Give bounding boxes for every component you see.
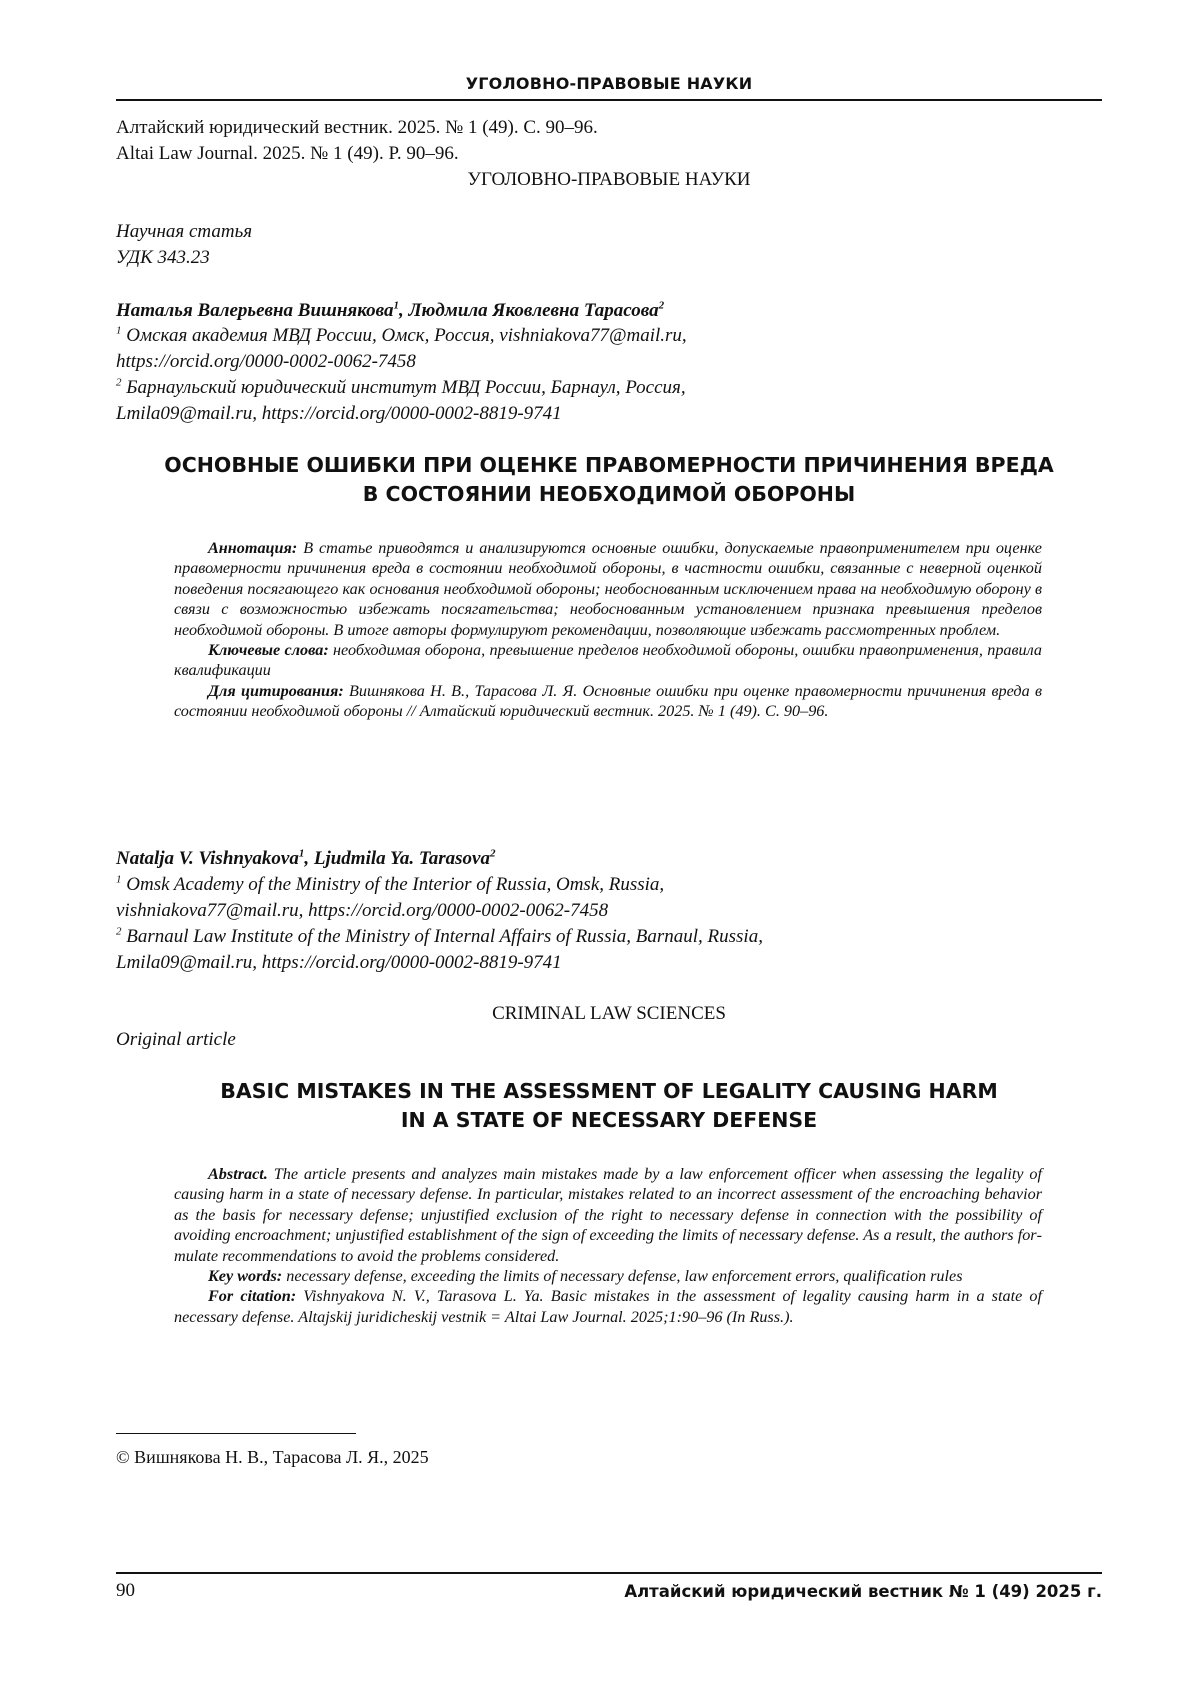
citation-label: Для цитирования: xyxy=(208,682,344,700)
abstract-paragraph xyxy=(174,1164,1042,1266)
running-head: УГОЛОВНО-ПРАВОВЫЕ НАУКИ xyxy=(116,74,1102,93)
author-name: Наталья Валерьевна Вишнякова xyxy=(116,300,393,321)
title-line: IN A STATE OF NECESSARY DEFENSE xyxy=(116,1106,1102,1135)
title-line: BASIC MISTAKES IN THE ASSESSMENT OF LEGALITY CAUSING HARM xyxy=(116,1077,1102,1106)
keywords-paragraph xyxy=(174,640,1042,681)
affiliation-en-1 xyxy=(116,873,664,897)
title-line: В СОСТОЯНИИ НЕОБХОДИМОЙ ОБОРОНЫ xyxy=(116,480,1102,509)
abstract-label: Аннотация: xyxy=(208,539,297,557)
abstract-text: В статье приводятся и анализируются основные ошибки, допускаемые право­применителем при оценке правомерности причинения вреда в состоянии необходимой обороны, в частности ошибки, связанные с неверной оценкой поведения посягающего как основания необ­ходимой обороны; необоснованным исключением права на необходимую оборону в связи с воз­можностью избежать посягательства; необоснованным установлением признака превышения пределов необходимой обороны. В итоге авторы формулируют рекомендации, позволяющие из­бежать рассмотренных проблем. xyxy=(174,539,1042,639)
keywords-text: необходимая оборона, превышение пределов необходимой обороны, ошибки правоприменения, правила квалификации xyxy=(174,641,1042,679)
author-name: Ljudmila Ya. Tarasova xyxy=(314,848,490,869)
affiliation-en-2-contact: Lmila09@mail.ru, https://orcid.org/0000-0002-8819-9741 xyxy=(116,951,562,975)
footer-journal: Алтайский юридический вестник № 1 (49) 2025 г. xyxy=(602,1582,1102,1601)
citation-label: For citation: xyxy=(208,1287,296,1305)
affiliation-ru-1 xyxy=(116,324,687,348)
affiliation-mark: 1 xyxy=(299,848,305,860)
page-number: 90 xyxy=(116,1580,135,1602)
section-en: CRIMINAL LAW SCIENCES xyxy=(116,1002,1102,1026)
authors-en xyxy=(116,847,495,871)
citation-paragraph xyxy=(174,681,1042,722)
affiliation-ru-2 xyxy=(116,376,686,400)
authors-ru xyxy=(116,299,664,323)
citation-paragraph xyxy=(174,1286,1042,1327)
affiliation-ru-1-orcid: https://orcid.org/0000-0002-0062-7458 xyxy=(116,350,416,374)
affiliation-mark: 2 xyxy=(116,377,122,389)
author-separator: , xyxy=(399,300,409,321)
affiliation-mark: 2 xyxy=(116,926,122,938)
author-name: Людмила Яковлевна Тарасова xyxy=(408,300,658,321)
affiliation-text: Омская академия МВД России, Омск, Россия, vishniakova77@mail.ru, xyxy=(126,325,686,346)
title-line: ОСНОВНЫЕ ОШИБКИ ПРИ ОЦЕНКЕ ПРАВОМЕРНОСТИ ПРИЧИНЕНИЯ ВРЕДА xyxy=(116,451,1102,480)
abstract-ru xyxy=(174,538,1042,722)
article-title-en xyxy=(116,1077,1102,1135)
article-title-ru xyxy=(116,451,1102,509)
author-separator: , xyxy=(304,848,314,869)
keywords-paragraph xyxy=(174,1266,1042,1286)
abstract-label: Abstract. xyxy=(208,1165,268,1183)
citation-text: Vishnyakova N. V., Tarasova L. Ya. Basic mistakes in the assessment of legality causing harm in a state of necessary defense. Altajskij juridicheskij vestnik = Altai Law Journal. 2025;1:90–96 (In Russ.). xyxy=(174,1287,1042,1325)
footnote-rule xyxy=(116,1433,356,1434)
author-name: Natalja V. Vishnyakova xyxy=(116,848,299,869)
affiliation-mark: 1 xyxy=(393,300,399,312)
affiliation-mark: 1 xyxy=(116,325,122,337)
keywords-label: Ключевые слова: xyxy=(208,641,329,659)
citation-en: Altai Law Journal. 2025. № 1 (49). P. 90–96. xyxy=(116,142,459,166)
keywords-label: Key words: xyxy=(208,1267,282,1285)
keywords-text: necessary defense, exceeding the limits of necessary defense, law enforcement errors, qualification rules xyxy=(282,1267,962,1285)
udc-code: УДК 343.23 xyxy=(116,246,210,270)
section-ru: УГОЛОВНО-ПРАВОВЫЕ НАУКИ xyxy=(116,168,1102,192)
bottom-rule xyxy=(116,1572,1102,1574)
page xyxy=(0,0,1200,1697)
affiliation-text: Omsk Academy of the Ministry of the Interior of Russia, Omsk, Russia, xyxy=(126,874,664,895)
abstract-en xyxy=(174,1164,1042,1327)
affiliation-text: Barnaul Law Institute of the Ministry of Internal Affairs of Russia, Barnaul, Russia, xyxy=(126,926,763,947)
affiliation-en-1-contact: vishniakova77@mail.ru, https://orcid.org/0000-0002-0062-7458 xyxy=(116,899,608,923)
affiliation-mark: 2 xyxy=(659,300,665,312)
abstract-text: The article presents and analyzes main mistakes made by a law enforcement officer when assessing the legality of causing harm in a state of necessary defense. In particular, mistakes related to an incorrect assessment of the encroaching behavior as the basis for necessary defense; unjustified exclu­sion of the right to necessary defense in connection with the possibility of avoiding encroachment; unjus­tified establishment of the sign of exceeding the limits of necessary defense. As a result, the authors for­mulate recommendations to avoid the problems considered. xyxy=(174,1165,1042,1265)
article-type-ru: Научная статья xyxy=(116,220,252,244)
article-type-en: Original article xyxy=(116,1028,236,1052)
affiliation-ru-2-contact: Lmila09@mail.ru, https://orcid.org/0000-0002-8819-9741 xyxy=(116,402,562,426)
affiliation-text: Барнаульский юридический институт МВД России, Барнаул, Россия, xyxy=(126,377,685,398)
copyright-notice: © Вишнякова Н. В., Тарасова Л. Я., 2025 xyxy=(116,1445,429,1469)
top-rule xyxy=(116,99,1102,101)
affiliation-mark: 2 xyxy=(490,848,496,860)
affiliation-en-2 xyxy=(116,925,763,949)
affiliation-mark: 1 xyxy=(116,874,122,886)
citation-text: Вишнякова Н. В., Тарасова Л. Я. Основные ошибки при оценке правомер­ности причинения вреда в состоянии необходимой обороны // Алтайский юридический вестник. 2025. № 1 (49). С. 90–96. xyxy=(174,682,1042,720)
abstract-paragraph xyxy=(174,538,1042,640)
citation-ru: Алтайский юридический вестник. 2025. № 1 (49). С. 90–96. xyxy=(116,116,598,140)
